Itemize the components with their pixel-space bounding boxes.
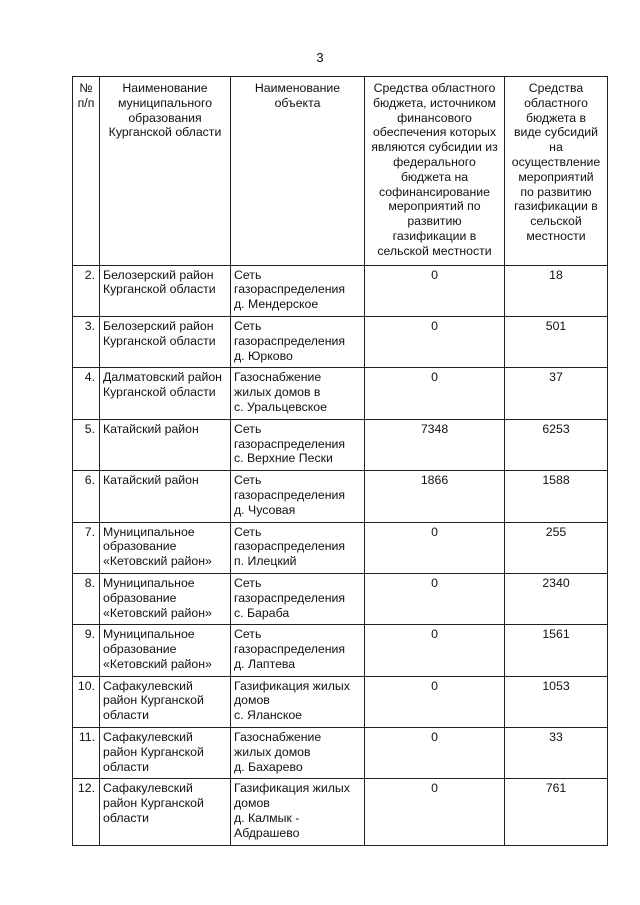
object-cell: Сеть газораспределения д. Юрково bbox=[231, 316, 365, 367]
municipality-cell: Далматовский район Курганской области bbox=[100, 368, 231, 419]
row-number: 10. bbox=[73, 676, 100, 727]
object-cell: Газоснабжение жилых домов в с. Уральцевское bbox=[231, 368, 365, 419]
row-number: 2. bbox=[73, 265, 100, 316]
municipality-cell: Белозерский район Курганской области bbox=[100, 265, 231, 316]
table-row bbox=[73, 676, 608, 727]
header-municipality: Наименование муниципального образования Курганской области bbox=[100, 77, 231, 266]
regional-subsidy-cell: 6253 bbox=[505, 419, 608, 470]
table-row bbox=[73, 625, 608, 676]
regional-subsidy-cell: 501 bbox=[505, 316, 608, 367]
municipality-cell: Белозерский район Курганской области bbox=[100, 316, 231, 367]
table-row bbox=[73, 728, 608, 779]
federal-funds-cell: 7348 bbox=[365, 419, 505, 470]
object-cell: Газоснабжение жилых домов д. Бахарево bbox=[231, 728, 365, 779]
header-object: Наименование объекта bbox=[231, 77, 365, 266]
federal-funds-cell: 0 bbox=[365, 625, 505, 676]
object-cell: Сеть газораспределения п. Илецкий bbox=[231, 522, 365, 573]
object-cell: Сеть газораспределения д. Чусовая bbox=[231, 471, 365, 522]
row-number: 7. bbox=[73, 522, 100, 573]
municipality-cell: Муниципальное образование «Кетовский район» bbox=[100, 522, 231, 573]
table-row bbox=[73, 419, 608, 470]
object-cell: Сеть газораспределения д. Мендерское bbox=[231, 265, 365, 316]
object-cell: Сеть газораспределения д. Лаптева bbox=[231, 625, 365, 676]
table-row bbox=[73, 368, 608, 419]
object-cell: Газификация жилых домов с. Яланское bbox=[231, 676, 365, 727]
row-number: 8. bbox=[73, 573, 100, 624]
page-number: 3 bbox=[316, 50, 324, 65]
table-row bbox=[73, 316, 608, 367]
table-row bbox=[73, 779, 608, 845]
regional-subsidy-cell: 1588 bbox=[505, 471, 608, 522]
federal-funds-cell: 0 bbox=[365, 779, 505, 845]
regional-subsidy-cell: 1053 bbox=[505, 676, 608, 727]
subsidy-table bbox=[72, 76, 608, 846]
regional-subsidy-cell: 33 bbox=[505, 728, 608, 779]
table-header-row bbox=[73, 77, 608, 266]
row-number: 6. bbox=[73, 471, 100, 522]
regional-subsidy-cell: 1561 bbox=[505, 625, 608, 676]
row-number: 5. bbox=[73, 419, 100, 470]
header-number: № п/п bbox=[73, 77, 100, 266]
row-number: 4. bbox=[73, 368, 100, 419]
object-cell: Газификация жилых домов д. Калмык - Абдрашево bbox=[231, 779, 365, 845]
header-regional-subsidy: Средства областного бюджета в виде субсидий на осуществление мероприятий по развитию газификации в сельской местности bbox=[505, 77, 608, 266]
regional-subsidy-cell: 255 bbox=[505, 522, 608, 573]
object-cell: Сеть газораспределения с. Бараба bbox=[231, 573, 365, 624]
municipality-cell: Сафакулевский район Курганской области bbox=[100, 779, 231, 845]
municipality-cell: Сафакулевский район Курганской области bbox=[100, 676, 231, 727]
federal-funds-cell: 0 bbox=[365, 316, 505, 367]
federal-funds-cell: 0 bbox=[365, 728, 505, 779]
federal-funds-cell: 0 bbox=[365, 368, 505, 419]
municipality-cell: Муниципальное образование «Кетовский район» bbox=[100, 625, 231, 676]
municipality-cell: Катайский район bbox=[100, 471, 231, 522]
regional-subsidy-cell: 18 bbox=[505, 265, 608, 316]
federal-funds-cell: 0 bbox=[365, 573, 505, 624]
table-row bbox=[73, 471, 608, 522]
row-number: 12. bbox=[73, 779, 100, 845]
object-cell: Сеть газораспределения с. Верхние Пески bbox=[231, 419, 365, 470]
table-row bbox=[73, 265, 608, 316]
regional-subsidy-cell: 37 bbox=[505, 368, 608, 419]
municipality-cell: Сафакулевский район Курганской области bbox=[100, 728, 231, 779]
header-federal-funds: Средства областного бюджета, источником финансового обеспечения которых являются субсидии из федерального бюджета на софинансирование мероприятий по развитию газификации в сельской местности bbox=[365, 77, 505, 266]
table-row bbox=[73, 573, 608, 624]
row-number: 9. bbox=[73, 625, 100, 676]
municipality-cell: Катайский район bbox=[100, 419, 231, 470]
federal-funds-cell: 0 bbox=[365, 265, 505, 316]
table-row bbox=[73, 522, 608, 573]
municipality-cell: Муниципальное образование «Кетовский район» bbox=[100, 573, 231, 624]
row-number: 11. bbox=[73, 728, 100, 779]
federal-funds-cell: 0 bbox=[365, 676, 505, 727]
row-number: 3. bbox=[73, 316, 100, 367]
federal-funds-cell: 0 bbox=[365, 522, 505, 573]
regional-subsidy-cell: 2340 bbox=[505, 573, 608, 624]
federal-funds-cell: 1866 bbox=[365, 471, 505, 522]
regional-subsidy-cell: 761 bbox=[505, 779, 608, 845]
